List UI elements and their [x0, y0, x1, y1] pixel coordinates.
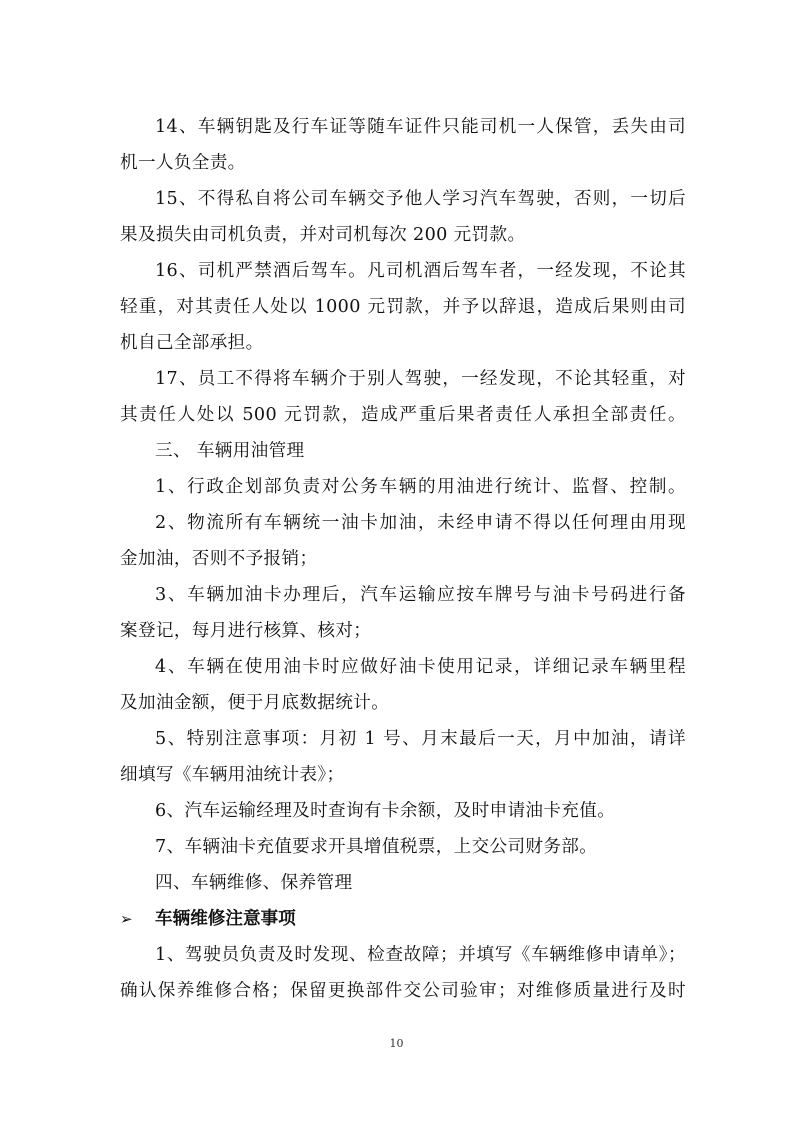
text-line: 5、特别注意事项：月初 1 号、月末最后一天，月中加油，请详	[155, 729, 686, 749]
text-line: 机自己全部承担。	[120, 333, 264, 353]
text-line: 及加油金额，便于月底数据统计。	[120, 693, 390, 713]
text-line: 6、汽车运输经理及时查询有卡余额，及时申请油卡充值。	[155, 801, 616, 821]
text-line: 轻重，对其责任人处以 1000 元罚款，并予以辞退，造成后果则由司	[120, 297, 686, 317]
text-line: 17、员工不得将车辆介于别人驾驶，一经发现，不论其轻重，对	[155, 369, 686, 389]
text-line: 1、驾驶员负责及时发现、检查故障；并填写《车辆维修申请单》；	[155, 945, 686, 965]
section-heading-fuel: 三、 车辆用油管理	[155, 441, 305, 461]
arrow-bullet-icon: ➢	[120, 910, 133, 928]
text-line: 机一人负全责。	[120, 153, 246, 173]
text-line: 果及损失由司机负责，并对司机每次 200 元罚款。	[120, 225, 526, 245]
bullet-heading	[120, 901, 296, 937]
text-line: 7、车辆油卡充值要求开具增值税票，上交公司财务部。	[155, 837, 598, 857]
text-line: 1、行政企划部负责对公务车辆的用油进行统计、监督、控制。	[155, 477, 686, 497]
text-line: 2、物流所有车辆统一油卡加油，未经申请不得以任何理由用现	[155, 513, 686, 533]
text-line: 细填写《车辆用油统计表》；	[120, 765, 345, 785]
text-line: 案登记，每月进行核算、核对；	[120, 621, 372, 641]
page-number: 10	[389, 1037, 404, 1050]
text-line: 4、车辆在使用油卡时应做好油卡使用记录，详细记录车辆里程	[155, 657, 686, 677]
text-line: 确认保养维修合格；保留更换部件交公司验审；对维修质量进行及时	[120, 981, 686, 1001]
text-line: 3、车辆加油卡办理后，汽车运输应按车牌号与油卡号码进行备	[155, 585, 686, 605]
text-line: 15、不得私自将公司车辆交予他人学习汽车驾驶，否则，一切后	[155, 189, 686, 209]
bullet-heading-text: 车辆维修注意事项	[155, 909, 296, 929]
section-heading-maintenance: 四、车辆维修、保养管理	[155, 873, 353, 893]
text-line: 金加油，否则不予报销；	[120, 549, 318, 569]
text-line: 其责任人处以 500 元罚款，造成严重后果者责任人承担全部责任。	[120, 405, 686, 425]
text-line: 14、车辆钥匙及行车证等随车证件只能司机一人保管，丢失由司	[155, 117, 686, 137]
text-line: 16、司机严禁酒后驾车。凡司机酒后驾车者，一经发现，不论其	[155, 261, 686, 281]
